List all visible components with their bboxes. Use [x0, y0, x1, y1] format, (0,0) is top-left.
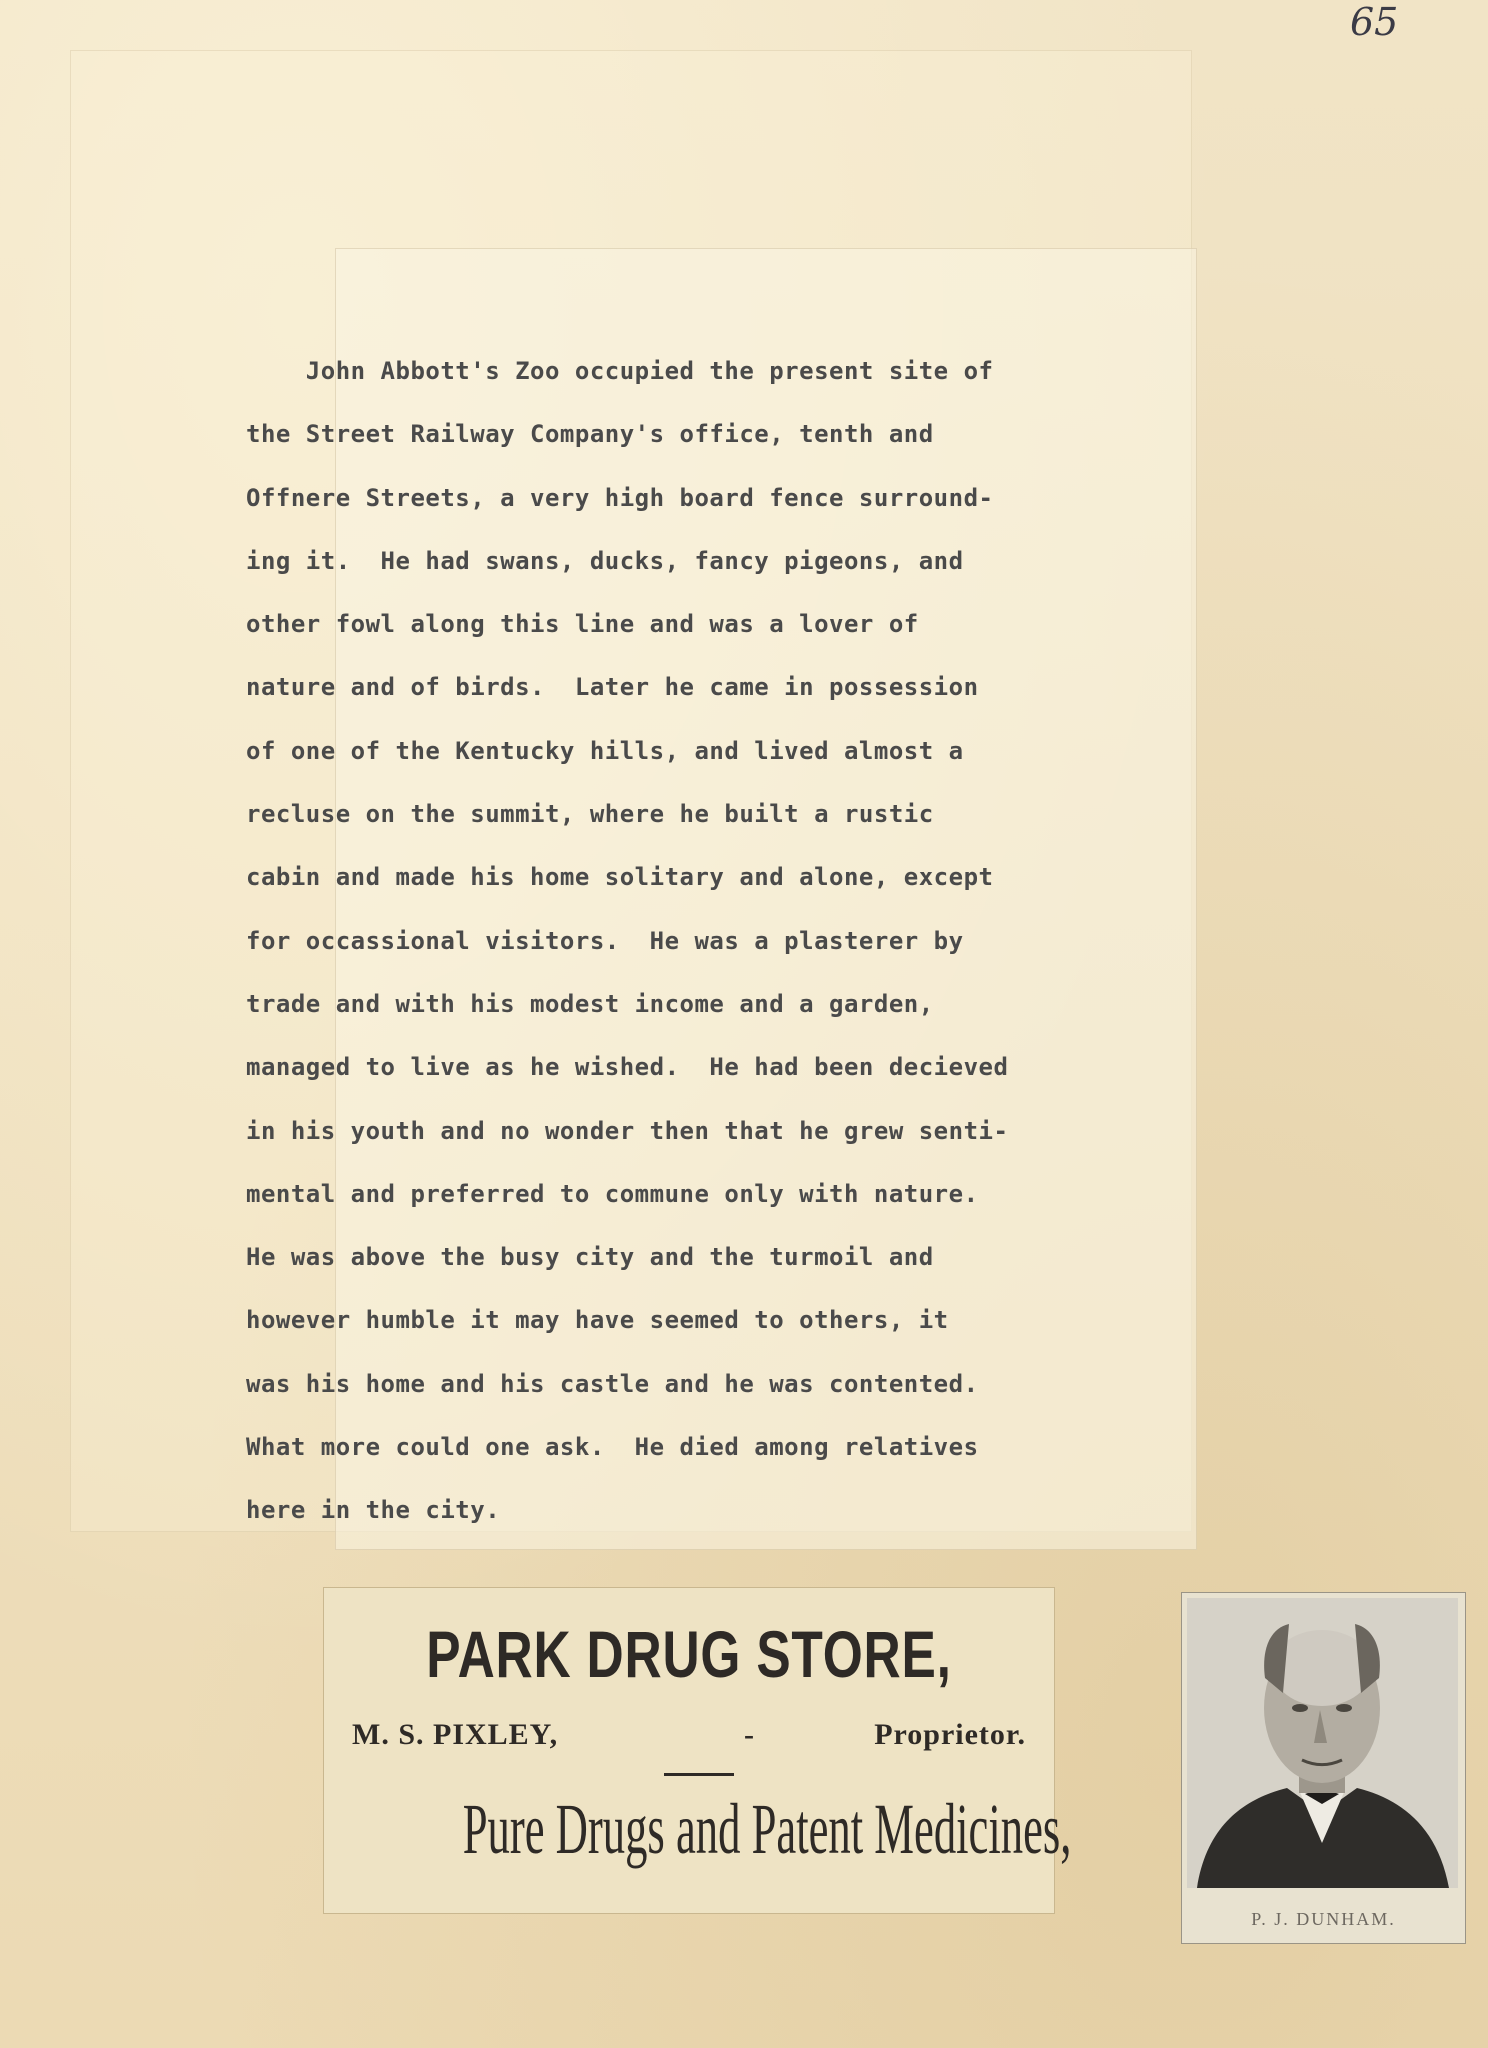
text-line: here in the city. — [246, 1496, 501, 1525]
text-line: the Street Railway Company's office, tenth and — [246, 420, 934, 449]
text-line: however humble it may have seemed to others, it — [246, 1306, 949, 1335]
drug-store-advertisement — [323, 1587, 1072, 1914]
text-line: cabin and made his home solitary and alone, except — [246, 863, 994, 892]
text-line: John Abbott's Zoo occupied the present site of — [246, 357, 994, 385]
text-line: What more could one ask. He died among relatives — [246, 1433, 979, 1462]
text-line: for occassional visitors. He was a plasterer by — [246, 926, 964, 955]
ad-proprietor-role: Proprietor. — [874, 1718, 1026, 1751]
text-line: nature and of birds. Later he came in possession — [246, 673, 979, 702]
text-line: ing it. He had swans, ducks, fancy pigeons, and — [246, 546, 964, 575]
typed-text-body — [246, 340, 1226, 1543]
text-line: mental and preferred to commune only with nature. — [246, 1179, 979, 1208]
ad-title: PARK DRUG STORE, — [426, 1617, 952, 1691]
text-line: He was above the busy city and the turmoil and — [246, 1243, 934, 1272]
portrait-caption: P. J. DUNHAM. — [1251, 1909, 1396, 1929]
portrait-clipping — [1181, 1592, 1466, 1944]
text-line: trade and with his modest income and a garden, — [246, 989, 934, 1018]
ad-proprietor-name: M. S. PIXLEY, — [352, 1718, 559, 1751]
text-line: was his home and his castle and he was contented. — [246, 1369, 979, 1398]
page-number: 65 — [1350, 0, 1399, 44]
ad-divider — [664, 1773, 734, 1776]
ad-separator: - — [744, 1718, 755, 1751]
text-line: in his youth and no wonder then that he grew senti- — [246, 1116, 1009, 1145]
ad-tagline: Pure Drugs and Patent Medicines, — [462, 1789, 1072, 1869]
text-line: other fowl along this line and was a lover of — [246, 610, 919, 639]
text-line: managed to live as he wished. He had been decieved — [246, 1053, 1009, 1082]
text-line: recluse on the summit, where he built a rustic — [246, 800, 934, 829]
portrait-illustration — [1187, 1598, 1458, 1888]
portrait-photo — [1187, 1598, 1458, 1888]
text-line: of one of the Kentucky hills, and lived almost a — [246, 736, 964, 765]
text-line: Offnere Streets, a very high board fence surround- — [246, 483, 994, 512]
